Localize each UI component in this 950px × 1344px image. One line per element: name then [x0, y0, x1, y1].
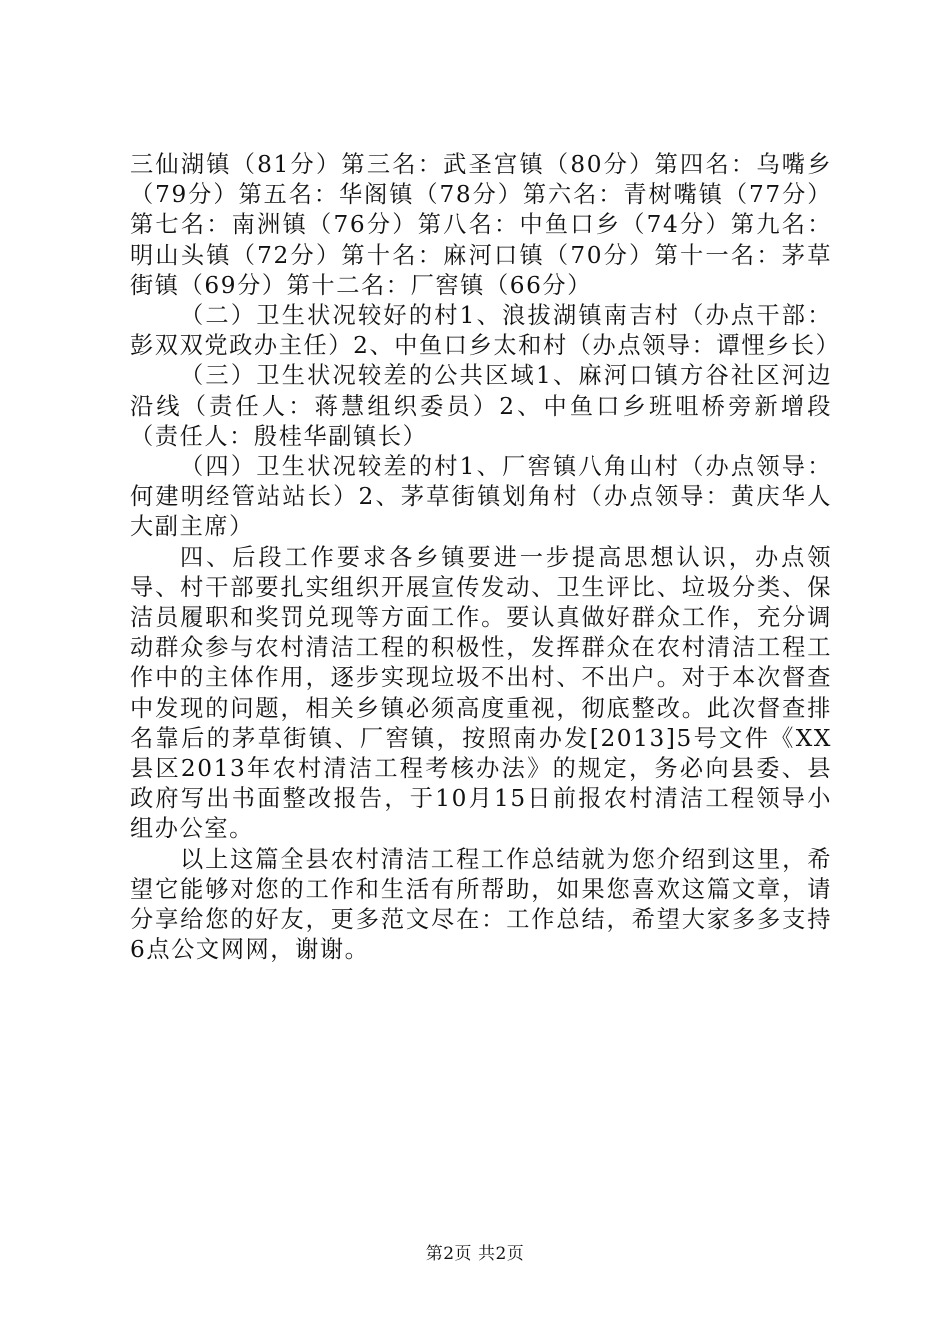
paragraph-work-requirements: 四、后段工作要求各乡镇要进一步提高思想认识，办点领导、村干部要扎实组织开展宣传发动、卫生评比、垃圾分类、保洁员履职和奖罚兑现等方面工作。要认真做好群众工作，充分调动群众参与农村清洁工程的积极性，发挥群众在农村清洁工程工作中的主体作用，逐步实现垃圾不出村、不出户。对于本次督查中发现的问题，相关乡镇必须高度重视，彻底整改。此次督查排名靠后的茅草街镇、厂窖镇，按照南办发[2013]5号文件《XX县区2013年农村清洁工程考核办法》的规定，务必向县委、县政府写出书面整改报告，于10月15日前报农村清洁工程领导小组办公室。 — [130, 543, 832, 843]
paragraph-poor-public-areas: （三）卫生状况较差的公共区域1、麻河口镇方谷社区河边沿线（责任人：蒋慧组织委员）2、中鱼口乡班咀桥旁新增段（责任人：殷桂华副镇长） — [130, 362, 832, 450]
paragraph-closing: 以上这篇全县农村清洁工程工作总结就为您介绍到这里，希望它能够对您的工作和生活有所帮助，如果您喜欢这篇文章，请分享给您的好友，更多范文尽在：工作总结，希望大家多多支持6点公文网网，谢谢。 — [130, 845, 832, 964]
page-footer: 第2页 共2页 — [425, 1244, 525, 1264]
document-body — [130, 150, 841, 965]
paragraph-ranking: 三仙湖镇（81分）第三名：武圣宫镇（80分）第四名：乌嘴乡（79分）第五名：华阁镇（78分）第六名：青树嘴镇（77分）第七名：南洲镇（76分）第八名：中鱼口乡（74分）第九名：明山头镇（72分）第十名：麻河口镇（70分）第十一名：茅草街镇（69分）第十二名：厂窖镇（66分） — [130, 151, 832, 299]
paragraph-poor-villages: （四）卫生状况较差的村1、厂窖镇八角山村（办点领导：何建明经管站站长）2、茅草街镇划角村（办点领导：黄庆华人大副主席） — [130, 453, 832, 541]
paragraph-good-villages: （二）卫生状况较好的村1、浪拔湖镇南吉村（办点干部：彭双双党政办主任）2、中鱼口乡太和村（办点领导：谭悝乡长） — [130, 302, 841, 360]
